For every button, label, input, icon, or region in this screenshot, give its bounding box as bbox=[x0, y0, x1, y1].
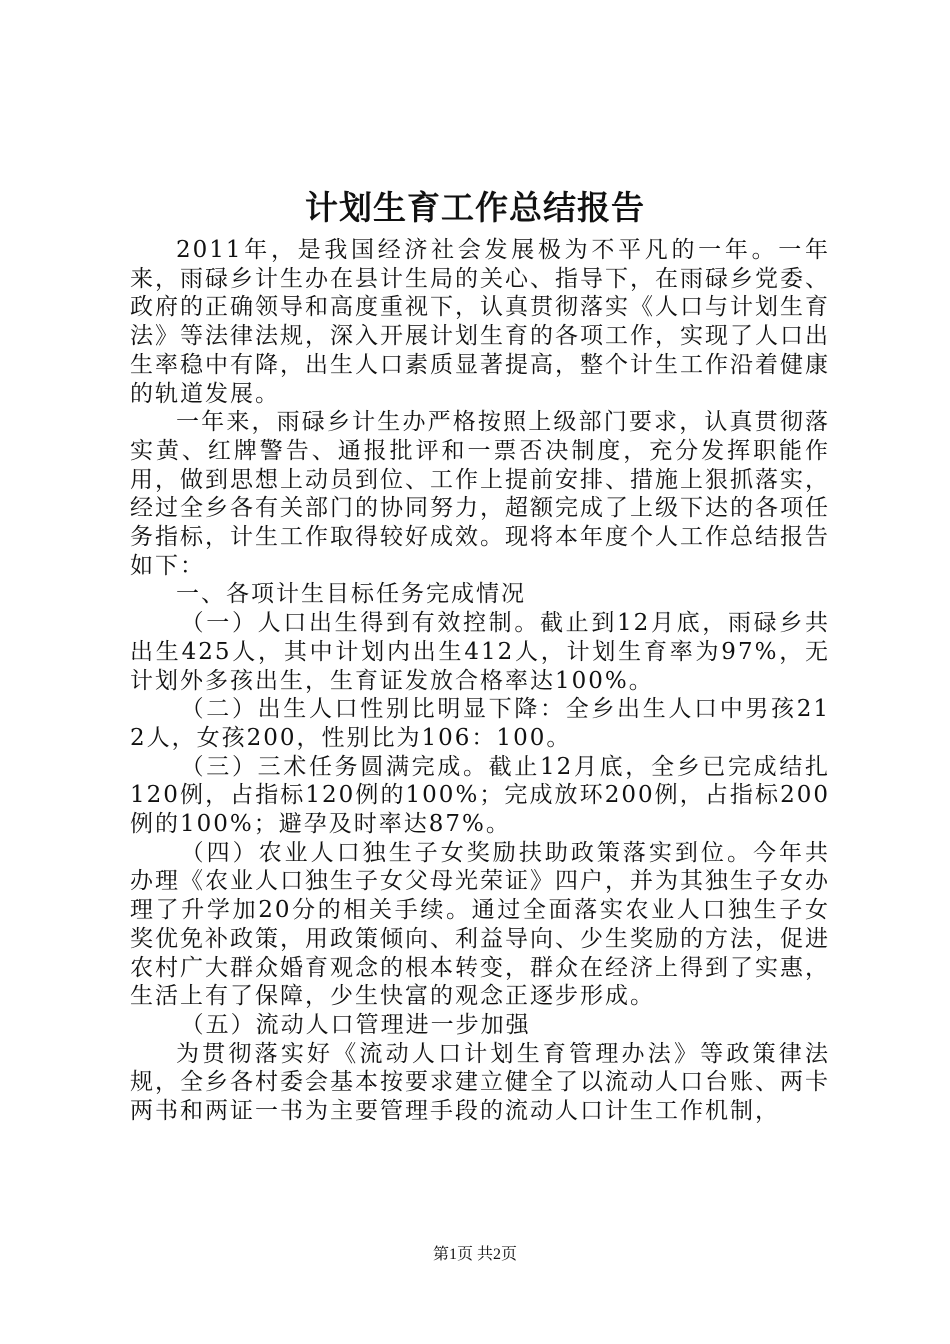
section-heading: 一、各项计生目标任务完成情况 bbox=[176, 581, 526, 608]
document-title: 计划生育工作总结报告 bbox=[305, 188, 645, 227]
page-footer: 第1页 共2页 bbox=[432, 1246, 517, 1263]
paragraph-item-2: （二）出生人口性别比明显下降：全乡出生人口中男孩212人，女孩200，性别比为106：100。 bbox=[130, 696, 830, 751]
paragraph-overview: 一年来，雨碌乡计生办严格按照上级部门要求，认真贯彻落实黄、红牌警告、通报批评和一票否决制度，充分发挥职能作用，做到思想上动员到位、工作上提前安排、措施上狠抓落实，经过全乡各有关部门的协同努力，超额完成了上级下达的各项任务指标，计生工作取得较好成效。现将本年度个人工作总结报告如下： bbox=[130, 409, 830, 579]
paragraph-item-3: （三）三术任务圆满完成。截止12月底，全乡已完成结扎120例，占指标120例的100%；完成放环200例，占指标200例的100%；避孕及时率达87%。 bbox=[130, 753, 830, 838]
paragraph-item-4: （四）农业人口独生子女奖励扶助政策落实到位。今年共办理《农业人口独生子女父母光荣证》四户，并为其独生子女办理了升学加20分的相关手续。通过全面落实农业人口独生子女奖优免补政策，用政策倾向、利益导向、少生奖励的方法，促进农村广大群众婚育观念的根本转变，群众在经济上得到了实惠，生活上有了保障，少生快富的观念正逐步形成。 bbox=[130, 839, 830, 1010]
paragraph-item-1: （一）人口出生得到有效控制。截止到12月底，雨碌乡共出生425人，其中计划内出生412人，计划生育率为97%，无计划外多孩出生，生育证发放合格率达100%。 bbox=[130, 610, 830, 694]
paragraph-item-5-heading: （五）流动人口管理进一步加强 bbox=[180, 1011, 531, 1038]
document-body bbox=[130, 236, 830, 1126]
paragraph-item-5-body: 为贯彻落实好《流动人口计划生育管理办法》等政策律法规，全乡各村委会基本按要求建立健全了以流动人口台账、两卡两书和两证一书为主要管理手段的流动人口计生工作机制， bbox=[130, 1040, 830, 1125]
paragraph-intro: 2011年，是我国经济社会发展极为不平凡的一年。一年来，雨碌乡计生办在县计生局的关心、指导下，在雨碌乡党委、政府的正确领导和高度重视下，认真贯彻落实《人口与计划生育法》等法律法规，深入开展计划生育的各项工作，实现了人口出生率稳中有降，出生人口素质显著提高，整个计生工作沿着健康的轨道发展。 bbox=[130, 237, 830, 407]
